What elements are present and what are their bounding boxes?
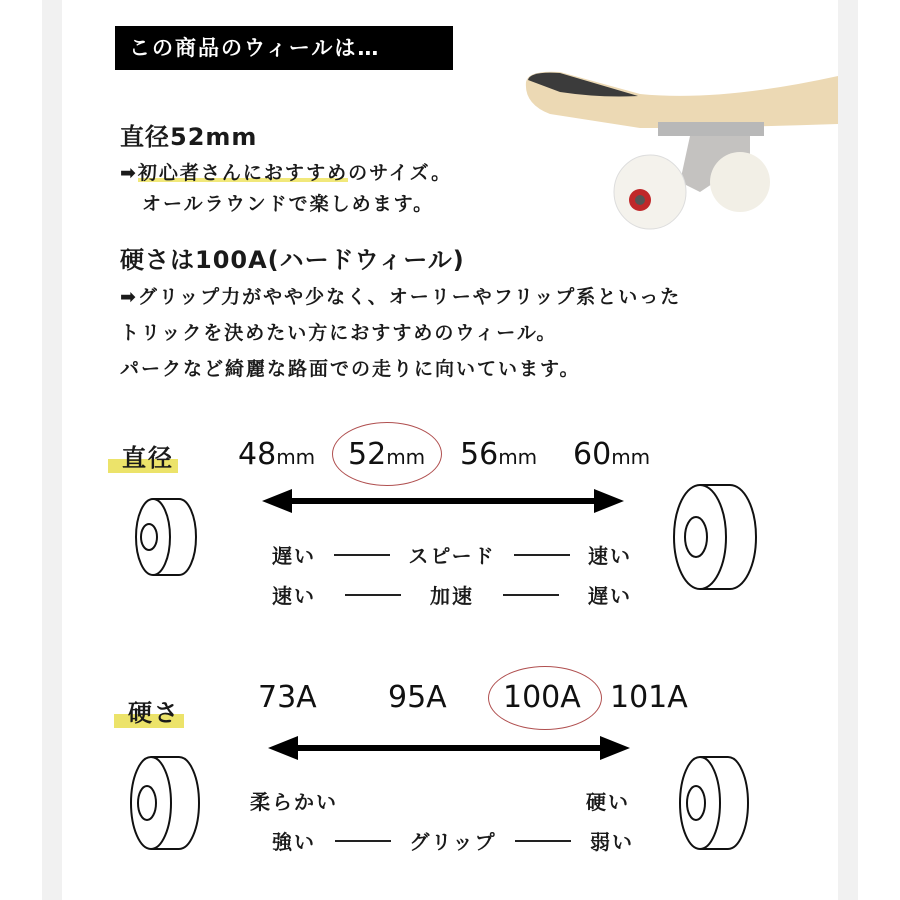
diameter-heading: 直径52mm [120, 123, 258, 151]
left-gutter [42, 0, 62, 900]
speed-row: 遅い スピード 速い [272, 544, 632, 568]
hardness-value-0: 73A [258, 680, 317, 715]
hardness-desc-line2: トリックを決めたい方におすすめのウィール。 [120, 322, 558, 344]
hardness-value-1: 95A [388, 680, 447, 715]
hardness-desc-line3: パークなど綺麗な路面での走りに向いています。 [120, 358, 581, 380]
diameter-desc-rest: のサイズ。 [348, 162, 453, 184]
hardness-right: 硬い [586, 790, 630, 814]
hard-wheel-icon [676, 753, 756, 853]
soft-wheel-icon [127, 753, 207, 853]
double-arrow-icon [268, 733, 630, 763]
diameter-desc-line2: オールラウンドで楽しめます。 [142, 193, 435, 215]
double-arrow-icon [262, 486, 624, 516]
hardness-value-2: 100A [503, 680, 581, 715]
right-gutter [838, 0, 858, 900]
highlighted-text: 初心者さんにおすすめ [137, 162, 349, 184]
hardness-value-3: 101A [610, 680, 688, 715]
diameter-desc-line1 [120, 158, 452, 185]
section-header: この商品のウィールは… [115, 26, 453, 70]
grip-row: 強い グリップ 弱い [272, 830, 634, 854]
small-wheel-icon [133, 494, 205, 580]
diameter-value-1: 52mm [348, 437, 426, 472]
acceleration-row: 速い 加速 遅い [272, 584, 632, 608]
softness-left: 柔らかい [250, 790, 338, 814]
hardness-label: 硬さ [114, 693, 184, 728]
diameter-value-2: 56mm [460, 437, 538, 472]
large-wheel-icon [670, 482, 762, 592]
diameter-label: 直径 [108, 438, 178, 473]
arrow-icon: ➡ [120, 162, 138, 184]
skateboard-photo [520, 62, 838, 247]
diameter-value-3: 60mm [573, 437, 651, 472]
hardness-heading: 硬さは100A(ハードウィール) [120, 246, 465, 274]
diameter-value-0: 48mm [238, 437, 316, 472]
hardness-desc-line1: ➡グリップ力がやや少なく、オーリーやフリップ系といった [120, 286, 682, 308]
